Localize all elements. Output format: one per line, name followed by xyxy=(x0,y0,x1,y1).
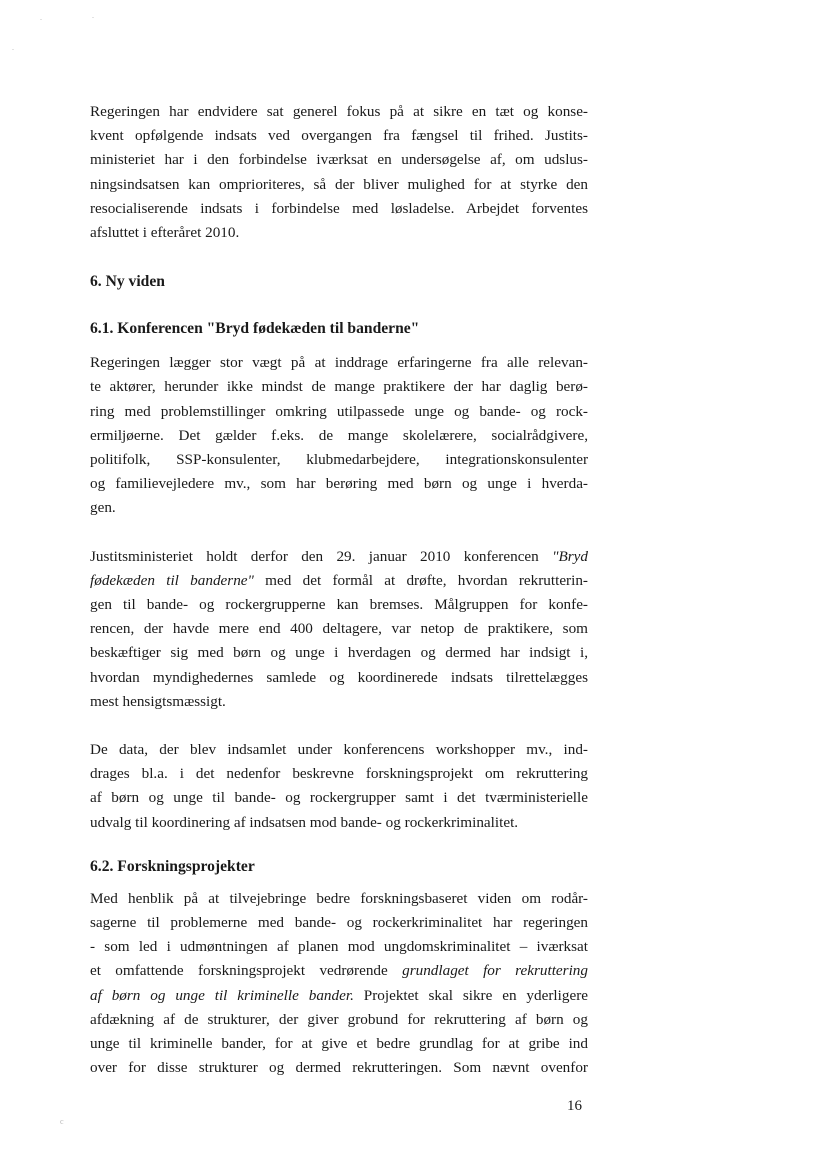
text-line xyxy=(90,959,588,983)
text-run: Justitsministeriet holdt derfor den 29. januar 2010 konferencen xyxy=(90,547,553,565)
text-line xyxy=(90,545,588,569)
text-line: gen til bande- og rockergrupperne kan bremses. Målgruppen for konfe- xyxy=(90,596,588,614)
text-line: beskæftiger sig med børn og unge i hverdagen og dermed har indsigt i, xyxy=(90,644,588,662)
text-line: rencen, der havde mere end 400 deltagere, var netop de praktikere, som xyxy=(90,620,588,638)
paragraph-forskningsprojekt xyxy=(90,887,588,1081)
text-line: Regeringen har endvidere sat generel fokus på at sikre en tæt og konse- xyxy=(90,103,588,120)
text-line: Regeringen lægger stor vægt på at inddrage erfaringerne fra alle relevan- xyxy=(90,354,588,372)
paragraph-data-indsamlet xyxy=(90,738,588,835)
text-line: drages bl.a. i det nedenfor beskrevne forskningsprojekt om rekruttering xyxy=(90,765,588,783)
text-line: - som led i udmøntningen af planen mod ungdomskriminalitet – iværksat xyxy=(90,938,588,956)
text-line: Med henblik på at tilvejebringe bedre forskningsbaseret viden om rodår- xyxy=(90,889,588,907)
text-run: Projektet skal sikre en yderligere xyxy=(353,986,588,1004)
paragraph-aktoerer xyxy=(90,351,588,520)
text-run: et omfattende forskningsprojekt vedrørende xyxy=(90,962,403,980)
text-line: og familievejledere mv., som har berøring med børn og unge i hverda- xyxy=(90,475,588,493)
scan-speck: . xyxy=(92,11,94,20)
scan-speck: c xyxy=(60,1117,64,1126)
text-line: afdækning af de strukturer, der giver grobund for rekruttering af børn og xyxy=(90,1010,588,1028)
text-line: kvent opfølgende indsats ved overgangen fra fængsel til frihed. Justits- xyxy=(90,127,588,145)
text-line: mest hensigtsmæssigt. xyxy=(90,692,226,710)
paragraph-konference xyxy=(90,545,588,714)
text-line: ningsindsatsen kan omprioriteres, så der bliver mulighed for at styrke den xyxy=(90,175,588,193)
page-number: 16 xyxy=(567,1098,582,1114)
text-line: De data, der blev indsamlet under konferencens workshopper mv., ind- xyxy=(90,741,588,759)
scan-speck: . xyxy=(40,13,42,22)
conference-title-italic: fødekæden til banderne" xyxy=(90,571,254,589)
text-line: te aktører, herunder ikke mindst de mange praktikere der har daglig berø- xyxy=(90,378,588,396)
text-line: ministeriet har i den forbindelse iværksat en undersøgelse af, om udslus- xyxy=(90,151,588,169)
text-line: udvalg til koordinering af indsatsen mod bande- og rockerkriminalitet. xyxy=(90,813,519,831)
section-heading-6-2: 6.2. Forskningsprojekter xyxy=(90,857,255,875)
text-line: afsluttet i efteråret 2010. xyxy=(90,224,240,242)
text-line xyxy=(90,569,588,593)
text-line: politifolk, SSP-konsulenter, klubmedarbejdere, integrationskonsulenter xyxy=(90,451,588,469)
text-line: gen. xyxy=(90,499,116,517)
document-page xyxy=(90,100,588,1081)
text-line: unge til kriminelle bander, for at give et bedre grundlag for at gribe ind xyxy=(90,1035,588,1053)
conference-title-italic: "Bryd xyxy=(552,547,588,565)
section-heading-6: 6. Ny viden xyxy=(90,273,165,291)
text-run: med det formål at drøfte, hvordan rekrutterin- xyxy=(253,571,588,589)
project-title-italic: af børn og unge til kriminelle bander. xyxy=(90,986,354,1004)
text-line: sagerne til problemerne med bande- og rockerkriminalitet har regeringen xyxy=(90,914,588,932)
scan-speck: . xyxy=(12,43,14,52)
text-line xyxy=(90,984,588,1008)
text-line: hvordan myndighedernes samlede og koordinerede indsats tilrettelægges xyxy=(90,668,588,686)
paragraph-resocialisering xyxy=(90,100,588,245)
text-line: ring med problemstillinger omkring utilpassede unge og bande- og rock- xyxy=(90,402,588,420)
text-line: over for disse strukturer og dermed rekrutteringen. Som nævnt ovenfor xyxy=(90,1059,588,1077)
text-line: ermiljøerne. Det gælder f.eks. de mange skolelærere, socialrådgivere, xyxy=(90,426,588,444)
text-line: af børn og unge til bande- og rockergrupper samt i det tværministerielle xyxy=(90,789,588,807)
text-line: resocialiserende indsats i forbindelse med løsladelse. Arbejdet forventes xyxy=(90,199,588,217)
section-heading-6-1: 6.1. Konferencen "Bryd fødekæden til banderne" xyxy=(90,320,420,338)
project-title-italic: grundlaget for rekruttering xyxy=(402,962,588,980)
